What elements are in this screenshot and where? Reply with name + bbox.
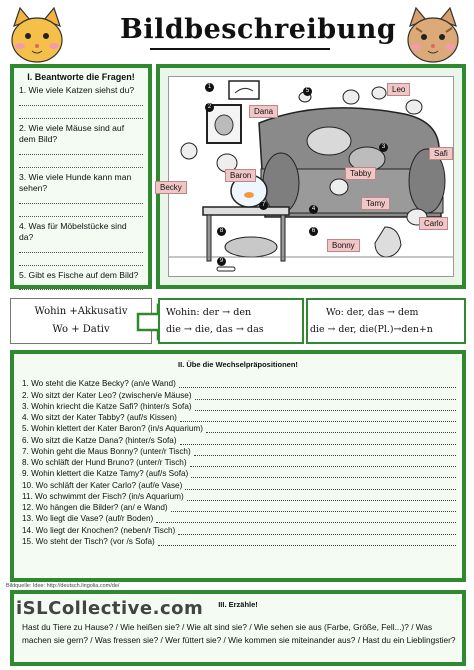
prepositions-box xyxy=(10,350,466,582)
dativ-box xyxy=(306,298,466,344)
answer-line[interactable] xyxy=(195,393,456,400)
number-marker: 7 xyxy=(259,201,268,210)
grammar-rule-wohin: Wohin +Akkusativ xyxy=(34,306,128,317)
answer-line[interactable] xyxy=(180,415,456,422)
label-leo: Leo xyxy=(387,83,410,96)
answer-line[interactable] xyxy=(180,438,456,445)
cat-face-right-icon xyxy=(402,6,464,66)
erzaehle-questions: Hast du Tiere zu Hause? / Wie heißen sie? / Wie alt sind sie? / Wie sehen sie aus (Farbe, Größe, Fell...)? / Was machen sie gern? / Was fressen sie? / Wer füttert sie? / Wie kommen sie miteinander aus? / Hast du ein Lieblingstier? xyxy=(22,622,456,645)
question-3: 3. Wie viele Hunde kann man sehen? xyxy=(19,171,132,193)
watermark-logo: iSLCollective.com xyxy=(16,598,204,619)
answer-line[interactable] xyxy=(19,195,143,204)
title-underline xyxy=(150,48,330,50)
exercise-text: 13. Wo liegt die Vase? (auf/r Boden) xyxy=(22,514,154,524)
answer-line[interactable] xyxy=(156,516,456,523)
number-marker: 8 xyxy=(217,227,226,236)
label-safi: Safi xyxy=(429,147,453,160)
answer-line[interactable] xyxy=(19,110,143,119)
akkusativ-line-2: die → die, das → das xyxy=(166,324,264,335)
question-2: 2. Wie viele Mäuse sind auf dem Bild? xyxy=(19,122,125,144)
exercise-text: 14. Wo liegt der Knochen? (neben/r Tisch) xyxy=(22,525,176,535)
answer-line[interactable] xyxy=(194,449,456,456)
answer-line[interactable] xyxy=(179,381,456,388)
exercise-item-5 xyxy=(14,422,462,433)
exercise-text: 8. Wo schläft der Hund Bruno? (unter/r Tisch) xyxy=(22,458,187,467)
answer-line[interactable] xyxy=(185,483,456,490)
answer-line[interactable] xyxy=(206,426,456,433)
exercise-text: 10. Wo schläft der Kater Carlo? (auf/e Vase) xyxy=(22,480,183,490)
exercise-item-6 xyxy=(14,433,462,444)
exercise-text: 6. Wo sitzt die Katze Dana? (hinter/s Sofa) xyxy=(22,435,177,445)
answer-line[interactable] xyxy=(195,404,456,411)
exercise-item-10 xyxy=(14,478,462,489)
label-tamy: Tamy xyxy=(361,197,390,210)
exercise-item-2 xyxy=(14,388,462,399)
cat-face-left-icon xyxy=(6,6,68,66)
question-1: 1. Wie viele Katzen siehst du? xyxy=(19,85,135,95)
label-baron: Baron xyxy=(225,169,256,182)
akkusativ-box xyxy=(158,298,304,344)
label-tabby: Tabby xyxy=(345,167,376,180)
exercise-item-9 xyxy=(14,467,462,478)
living-room-illustration xyxy=(160,76,454,277)
answer-line[interactable] xyxy=(19,159,143,168)
exercise-item-8 xyxy=(14,456,462,467)
label-bonny: Bonny xyxy=(327,239,360,252)
page-title: Bildbeschreibung xyxy=(120,14,397,45)
answer-line[interactable] xyxy=(178,528,456,535)
answer-line[interactable] xyxy=(19,257,143,266)
dativ-line-2: die → der, die(Pl.)→den+n xyxy=(310,324,433,335)
exercise-text: 7. Wohin geht die Maus Bonny? (unter/r Tisch) xyxy=(22,446,191,456)
question-4: 4. Was für Möbelstücke sind da? xyxy=(19,220,127,242)
exercise-text: 9. Wohin klettert die Katze Tamy? (auf/s Sofa) xyxy=(22,469,189,479)
exercise-text: 12. Wo hängen die Bilder? (an/ e Wand) xyxy=(22,503,168,512)
prepositions-title: II. Übe die Wechselpräpositionen! xyxy=(178,360,298,369)
exercise-text: 15. Wo steht der Tisch? (vor /s Sofa) xyxy=(22,536,155,546)
answer-line[interactable] xyxy=(171,505,456,512)
answer-line[interactable] xyxy=(187,494,456,501)
exercise-item-1 xyxy=(14,377,462,388)
number-marker: 2 xyxy=(205,103,214,112)
answer-line[interactable] xyxy=(19,281,143,290)
exercise-text: 11. Wo schwimmt der Fisch? (in/s Aquarium) xyxy=(22,491,184,501)
number-marker: 1 xyxy=(205,83,214,92)
exercise-item-4 xyxy=(14,411,462,422)
questions-box xyxy=(10,64,152,289)
label-carlo: Carlo xyxy=(419,217,448,230)
answer-line[interactable] xyxy=(19,244,143,253)
answer-line[interactable] xyxy=(19,208,143,217)
exercise-item-13 xyxy=(14,512,462,523)
number-marker: 6 xyxy=(309,227,318,236)
answer-line[interactable] xyxy=(19,146,143,155)
exercise-item-14 xyxy=(14,523,462,534)
exercise-text: 5. Wohin klettert der Kater Baron? (in/s Aquarium) xyxy=(22,424,203,434)
number-marker: 9 xyxy=(217,257,226,266)
questions-title: I. Beantworte die Fragen! xyxy=(27,72,135,82)
answer-line[interactable] xyxy=(190,460,456,467)
exercise-item-11 xyxy=(14,490,462,501)
label-dana: Dana xyxy=(249,105,278,118)
number-marker: 5 xyxy=(303,87,312,96)
question-5: 5. Gibt es Fische auf dem Bild? xyxy=(19,269,139,280)
answer-line[interactable] xyxy=(19,97,143,106)
number-marker: 3 xyxy=(379,143,388,152)
grammar-rule-box xyxy=(10,298,152,344)
exercise-text: 2. Wo sitzt der Kater Leo? (zwischen/e Mäuse) xyxy=(22,390,192,400)
picture-box xyxy=(156,64,466,289)
exercise-item-3 xyxy=(14,400,462,411)
dativ-line-1: Wo: der, das → dem xyxy=(326,307,419,318)
erzaehle-title: III. Erzähle! xyxy=(218,600,258,609)
exercise-text: 4. Wo sitzt der Kater Tabby? (auf/s Kissen) xyxy=(22,413,177,422)
exercise-item-15 xyxy=(14,535,462,546)
answer-line[interactable] xyxy=(158,539,456,546)
exercise-item-7 xyxy=(14,445,462,456)
grammar-rule-wo: Wo + Dativ xyxy=(52,324,110,335)
answer-line[interactable] xyxy=(191,471,456,478)
image-credit: Bildquelle: Idee: http://deutsch.lingolia.com/de/ xyxy=(6,583,120,589)
exercise-text: 1. Wo steht die Katze Becky? (an/e Wand) xyxy=(22,379,176,389)
exercise-item-12 xyxy=(14,501,462,512)
number-marker: 4 xyxy=(309,205,318,214)
label-becky: Becky xyxy=(155,181,187,194)
header xyxy=(0,0,474,66)
exercise-text: 3. Wohin kriecht die Katze Safi? (hinter/s Sofa) xyxy=(22,401,192,411)
akkusativ-line-1: Wohin: der → den xyxy=(166,307,252,318)
